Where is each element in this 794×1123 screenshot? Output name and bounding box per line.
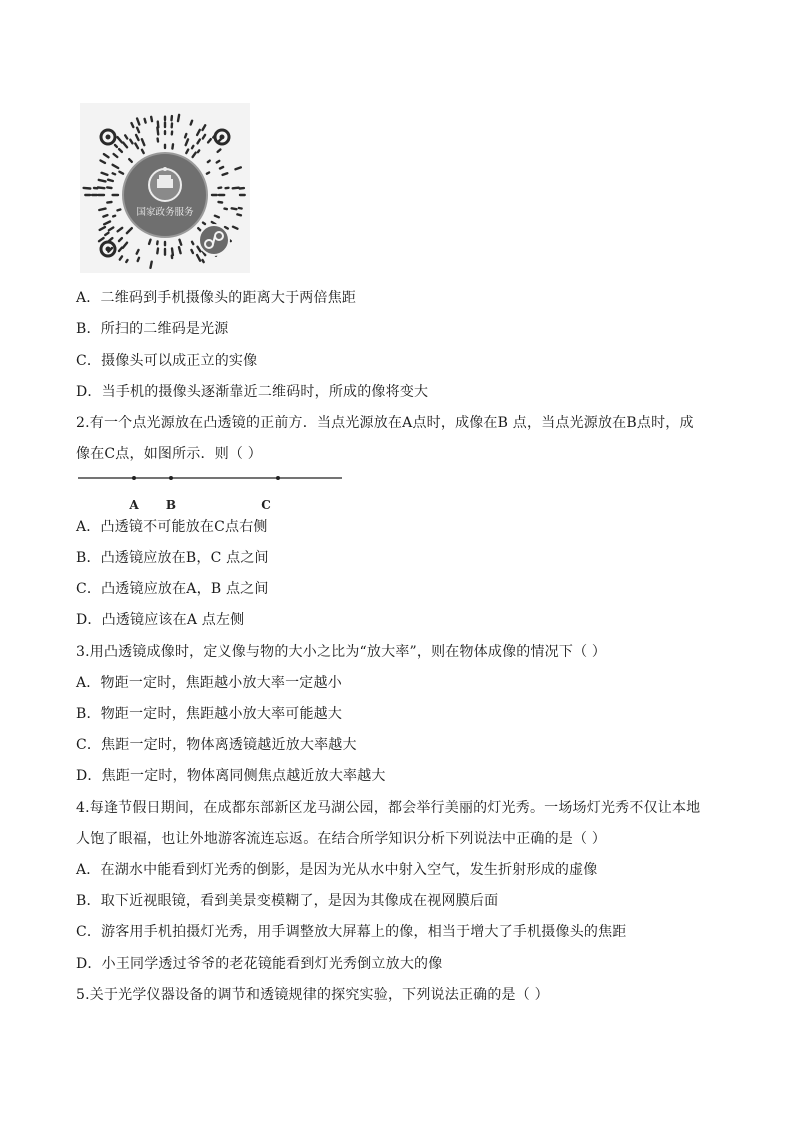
point-b-label: B [165,498,177,512]
point-a-marker [132,476,136,480]
q2-stem-line2: 像在C点，如图所示．则（ ） [76,446,262,462]
qr-code-graphic [80,103,250,273]
q4-stem-line1: 4.每逢节假日期间，在成都东部新区龙马湖公园，都会举行美丽的灯光秀。一场场灯光秀不仅让本地 [76,800,701,816]
point-b-marker [169,476,173,480]
point-c-label: C [261,498,271,512]
q4-option-b: B．取下近视眼镜，看到美景变模糊了，是因为其像成在视网膜后面 [76,893,499,909]
qr-code [80,103,250,273]
q2-figure [78,468,348,518]
q1-option-d: D．当手机的摄像头逐渐靠近二维码时，所成的像将变大 [76,384,429,400]
q4-stem-line2: 人饱了眼福，也让外地游客流连忘返。在结合所学知识分析下列说法中正确的是（ ） [76,831,607,847]
q3-option-b: B．物距一定时，焦距越小放大率可能越大 [76,706,343,722]
point-a-label: A [129,498,139,512]
q3-option-a: A．物距一定时，焦距越小放大率一定越小 [76,675,342,691]
q1-option-c: C．摄像头可以成正立的实像 [76,353,258,369]
mini-program-icon [199,225,229,255]
q4-option-a: A．在湖水中能看到灯光秀的倒影，是因为光从水中射入空气，发生折射形成的虚像 [76,862,598,878]
q2-option-b: B．凸透镜应放在B，C 点之间 [76,550,269,566]
q1-option-a: A．二维码到手机摄像头的距离大于两倍焦距 [76,290,357,306]
q2-option-c: C．凸透镜应放在A，B 点之间 [76,581,269,597]
q3-option-c: C．焦距一定时，物体离透镜越近放大率越大 [76,737,357,753]
q2-option-d: D．凸透镜应该在A 点左侧 [76,612,245,628]
q3-stem: 3.用凸透镜成像时，定义像与物的大小之比为“放大率”，则在物体成像的情况下（ ） [76,644,607,660]
q1-option-b: B．所扫的二维码是光源 [76,321,229,337]
q3-option-d: D．焦距一定时，物体离同侧焦点越近放大率越大 [76,768,386,784]
qr-badge-text: 国家政务服务 [136,207,194,218]
q4-option-c: C．游客用手机拍摄灯光秀，用手调整放大屏幕上的像，相当于增大了手机摄像头的焦距 [76,924,627,940]
q2-stem-line1: 2.有一个点光源放在凸透镜的正前方．当点光源放在A点时，成像在B 点，当点光源放在B点时，成 [76,415,694,431]
point-c-marker [276,476,280,480]
q4-option-d: D．小王同学透过爷爷的老花镜能看到灯光秀倒立放大的像 [76,956,443,972]
q5-stem: 5.关于光学仪器设备的调节和透镜规律的探究实验，下列说法正确的是（ ） [76,987,549,1003]
q2-option-a: A．凸透镜不可能放在C点右侧 [76,519,268,535]
